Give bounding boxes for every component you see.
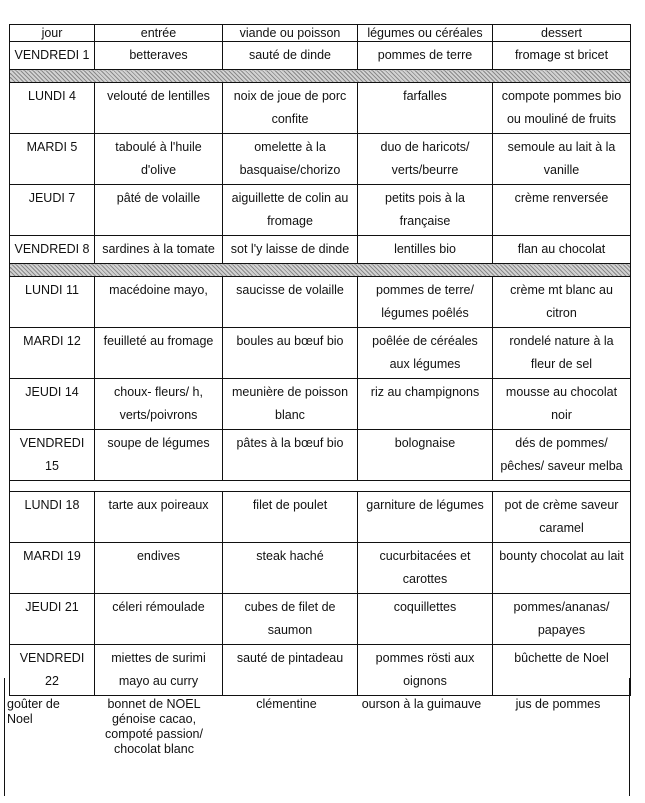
header-jour: jour — [10, 25, 95, 42]
cell-entree: feuilleté au fromage — [95, 328, 223, 379]
cell-dessert: bûchette de Noel — [493, 645, 631, 696]
cell-viande: omelette à la basquaise/chorizo — [223, 134, 358, 185]
cell-jour: MARDI 19 — [10, 543, 95, 594]
menu-row — [10, 430, 631, 481]
gouter-viande: clémentine — [256, 697, 317, 711]
cell-entree: choux- fleurs/ h, verts/poivrons — [95, 379, 223, 430]
cell-viande: saucisse de volaille — [223, 277, 358, 328]
header-legumes: légumes ou céréales — [358, 25, 493, 42]
cell-viande: boules au bœuf bio — [223, 328, 358, 379]
menu-row — [10, 277, 631, 328]
cell-dessert: mousse au chocolat noir — [493, 379, 631, 430]
menu-row — [10, 543, 631, 594]
cell-entree: endives — [95, 543, 223, 594]
cell-jour: JEUDI 14 — [10, 379, 95, 430]
cell-dessert: bounty chocolat au lait — [493, 543, 631, 594]
cell-jour: VENDREDI 1 — [10, 42, 95, 70]
cell-entree: pâté de volaille — [95, 185, 223, 236]
menu-row — [10, 185, 631, 236]
cell-dessert: compote pommes bio ou mouliné de fruits — [493, 83, 631, 134]
menu-table — [9, 24, 631, 696]
cell-jour: MARDI 12 — [10, 328, 95, 379]
week-separator-cell — [10, 264, 631, 277]
cell-jour: LUNDI 11 — [10, 277, 95, 328]
cell-legumes: lentilles bio — [358, 236, 493, 264]
header-viande: viande ou poisson — [223, 25, 358, 42]
week-separator — [10, 264, 631, 277]
cell-dessert: dés de pommes/ pêches/ saveur melba — [493, 430, 631, 481]
cell-dessert: flan au chocolat — [493, 236, 631, 264]
menu-row — [10, 134, 631, 185]
cell-entree: soupe de légumes — [95, 430, 223, 481]
cell-viande: noix de joue de porc confite — [223, 83, 358, 134]
cell-viande: aiguillette de colin au fromage — [223, 185, 358, 236]
cell-jour: MARDI 5 — [10, 134, 95, 185]
gouter-entree-title: bonnet de NOEL — [107, 697, 201, 711]
cell-jour: LUNDI 18 — [10, 492, 95, 543]
menu-row — [10, 594, 631, 645]
cell-viande: meunière de poisson blanc — [223, 379, 358, 430]
cell-viande: filet de poulet — [223, 492, 358, 543]
cell-legumes: poêlée de céréales aux légumes — [358, 328, 493, 379]
week-separator — [10, 70, 631, 83]
menu-row — [10, 83, 631, 134]
cell-viande: sauté de dinde — [223, 42, 358, 70]
cell-dessert: fromage st bricet — [493, 42, 631, 70]
cell-dessert: semoule au lait à la vanille — [493, 134, 631, 185]
week-separator-cell — [10, 70, 631, 83]
cell-entree: miettes de surimi mayo au curry — [95, 645, 223, 696]
cell-viande: sauté de pintadeau — [223, 645, 358, 696]
menu-row — [10, 379, 631, 430]
cell-entree: taboulé à l'huile d'olive — [95, 134, 223, 185]
cell-legumes: bolognaise — [358, 430, 493, 481]
cell-entree: betteraves — [95, 42, 223, 70]
cell-dessert: crème mt blanc au citron — [493, 277, 631, 328]
gouter-entree-desc: génoise cacao, compoté passion/ chocolat blanc — [105, 712, 203, 756]
cell-entree: tarte aux poireaux — [95, 492, 223, 543]
gouter-section — [4, 678, 630, 796]
cell-legumes: duo de haricots/ verts/beurre — [358, 134, 493, 185]
header-row — [10, 25, 631, 42]
cell-entree: macédoine mayo, — [95, 277, 223, 328]
cell-legumes: farfalles — [358, 83, 493, 134]
cell-viande: steak haché — [223, 543, 358, 594]
cell-jour: JEUDI 21 — [10, 594, 95, 645]
gouter-dessert: jus de pommes — [515, 697, 601, 711]
header-dessert: dessert — [493, 25, 631, 42]
week-separator — [10, 481, 631, 492]
menu-row — [10, 236, 631, 264]
cell-entree: velouté de lentilles — [95, 83, 223, 134]
cell-viande: cubes de filet de saumon — [223, 594, 358, 645]
cell-jour: JEUDI 7 — [10, 185, 95, 236]
cell-jour: VENDREDI 15 — [10, 430, 95, 481]
cell-entree: sardines à la tomate — [95, 236, 223, 264]
cell-jour: VENDREDI 8 — [10, 236, 95, 264]
cell-entree: céleri rémoulade — [95, 594, 223, 645]
cell-dessert: pommes/ananas/ papayes — [493, 594, 631, 645]
cell-legumes: riz au champignons — [358, 379, 493, 430]
menu-row — [10, 42, 631, 70]
menu-row — [10, 492, 631, 543]
cell-dessert: pot de crème saveur caramel — [493, 492, 631, 543]
cell-jour: LUNDI 4 — [10, 83, 95, 134]
cell-dessert: rondelé nature à la fleur de sel — [493, 328, 631, 379]
cell-viande: pâtes à la bœuf bio — [223, 430, 358, 481]
header-entree: entrée — [95, 25, 223, 42]
cell-legumes: pommes de terre — [358, 42, 493, 70]
cell-legumes: coquillettes — [358, 594, 493, 645]
cell-legumes: pommes de terre/ légumes poêlés — [358, 277, 493, 328]
menu-body — [10, 42, 631, 696]
cell-legumes: garniture de légumes — [358, 492, 493, 543]
gouter-legumes: ourson à la guimauve — [361, 697, 482, 711]
cell-viande: sot l'y laisse de dinde — [223, 236, 358, 264]
gouter-entree — [93, 697, 215, 757]
cell-jour: VENDREDI 22 — [10, 645, 95, 696]
cell-legumes: cucurbitacées et carottes — [358, 543, 493, 594]
cell-legumes: petits pois à la française — [358, 185, 493, 236]
cell-legumes: pommes rösti aux oignons — [358, 645, 493, 696]
menu-row — [10, 328, 631, 379]
week-separator-cell — [10, 481, 631, 492]
gouter-label: goûter de Noel — [7, 697, 60, 726]
cell-dessert: crème renversée — [493, 185, 631, 236]
